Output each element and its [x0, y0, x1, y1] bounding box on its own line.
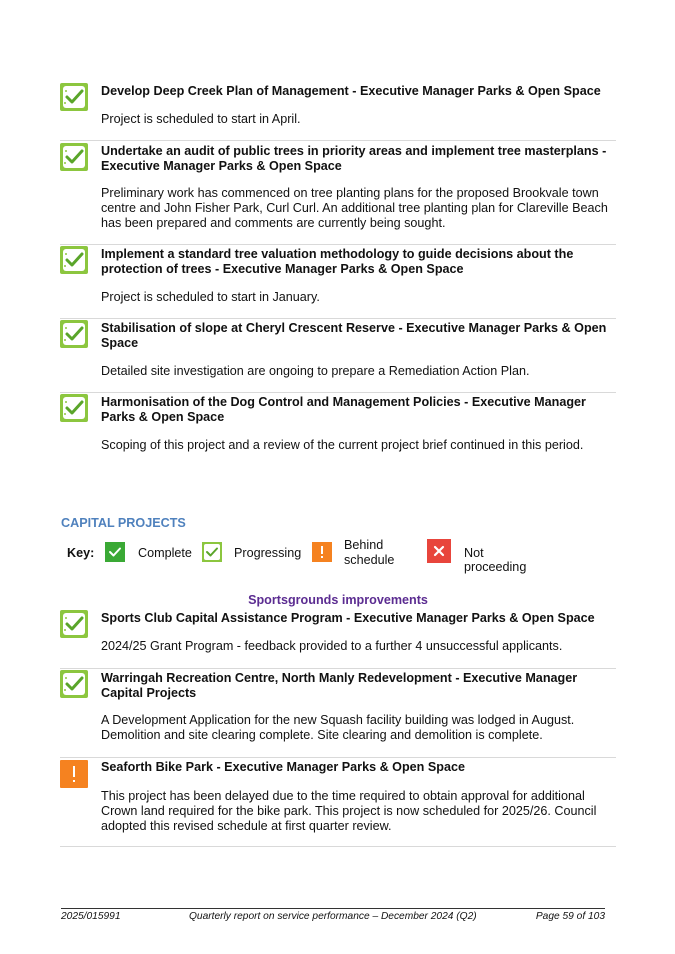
- progressing-icon: [60, 394, 88, 422]
- behind-schedule-icon: [312, 542, 332, 567]
- entry-title: Develop Deep Creek Plan of Management - Executive Manager Parks & Open Space: [101, 84, 601, 98]
- entry-body: Scoping of this project and a review of the current project brief continued in this period.: [101, 438, 584, 452]
- behind-schedule-icon: [60, 760, 88, 788]
- section-heading: CAPITAL PROJECTS: [61, 516, 186, 530]
- footer-report-title: Quarterly report on service performance – December 2024 (Q2): [189, 911, 477, 922]
- entry-body: A Development Application for the new Squash facility building was lodged in August. Demolition and site clearing complete. Site clearing and demolition is complete.: [101, 713, 575, 742]
- not-proceeding-icon: [427, 539, 451, 568]
- key-behind-line1: Behind: [344, 538, 384, 552]
- entry-body: Preliminary work has commenced on tree planting plans for the proposed Brookvale town centre and John Fisher Park, Curl Curl. An additional tree planting plan for Clareville Beach has been prepared and comments are currently being sought.: [101, 186, 608, 230]
- entry-body: Project is scheduled to start in January.: [101, 290, 320, 304]
- entry-title: Warringah Recreation Centre, North Manly Redevelopment - Executive Manager Capital Projects: [101, 671, 578, 700]
- entry-title: Undertake an audit of public trees in priority areas and implement tree masterplans - Executive Manager Parks & Open Space: [101, 144, 607, 173]
- progressing-icon: [202, 542, 222, 567]
- divider: [60, 392, 616, 393]
- key-behind-schedule: [344, 538, 394, 568]
- entry-body: Project is scheduled to start in April.: [101, 112, 301, 126]
- key-label: Key:: [67, 546, 95, 560]
- divider: [60, 140, 616, 141]
- subsection-heading: Sportsgrounds improvements: [248, 593, 428, 607]
- key-complete: Complete: [138, 546, 192, 560]
- entry-body: 2024/25 Grant Program - feedback provided to a further 4 unsuccessful applicants.: [101, 639, 563, 653]
- entry-title: Seaforth Bike Park - Executive Manager Parks & Open Space: [101, 760, 465, 774]
- key-progressing: Progressing: [234, 546, 302, 560]
- complete-icon: [105, 542, 125, 567]
- entry-title: Harmonisation of the Dog Control and Management Policies - Executive Manager Parks & Open Space: [101, 395, 586, 424]
- progressing-icon: [60, 610, 88, 638]
- progressing-icon: [60, 246, 88, 274]
- key-behind-line2: schedule: [344, 553, 395, 567]
- entry-body: Detailed site investigation are ongoing to prepare a Remediation Action Plan.: [101, 364, 530, 378]
- progressing-icon: [60, 320, 88, 348]
- key-not-proceeding: Not proceeding: [464, 546, 527, 574]
- divider: [60, 757, 616, 758]
- progressing-icon: [60, 143, 88, 171]
- entry-body: This project has been delayed due to the time required to obtain approval for additional Crown land required for the bike park. This project is now scheduled for 2025/26. Council adopted this revised schedule at first quarter review.: [101, 789, 597, 833]
- progressing-icon: [60, 83, 88, 111]
- divider: [60, 668, 616, 669]
- progressing-icon: [60, 670, 88, 698]
- footer-doc-id: 2025/015991: [61, 911, 121, 922]
- page-footer: [61, 908, 605, 922]
- entry-title: Implement a standard tree valuation methodology to guide decisions about the protection of trees - Executive Manager Parks & Open Space: [101, 247, 574, 276]
- divider: [60, 846, 616, 847]
- footer-page-number: Page 59 of 103: [535, 911, 605, 922]
- entry-title: Sports Club Capital Assistance Program - Executive Manager Parks & Open Space: [101, 611, 595, 625]
- divider: [60, 318, 616, 319]
- entry-title: Stabilisation of slope at Cheryl Crescent Reserve - Executive Manager Parks & Open Space: [101, 321, 607, 350]
- divider: [60, 244, 616, 245]
